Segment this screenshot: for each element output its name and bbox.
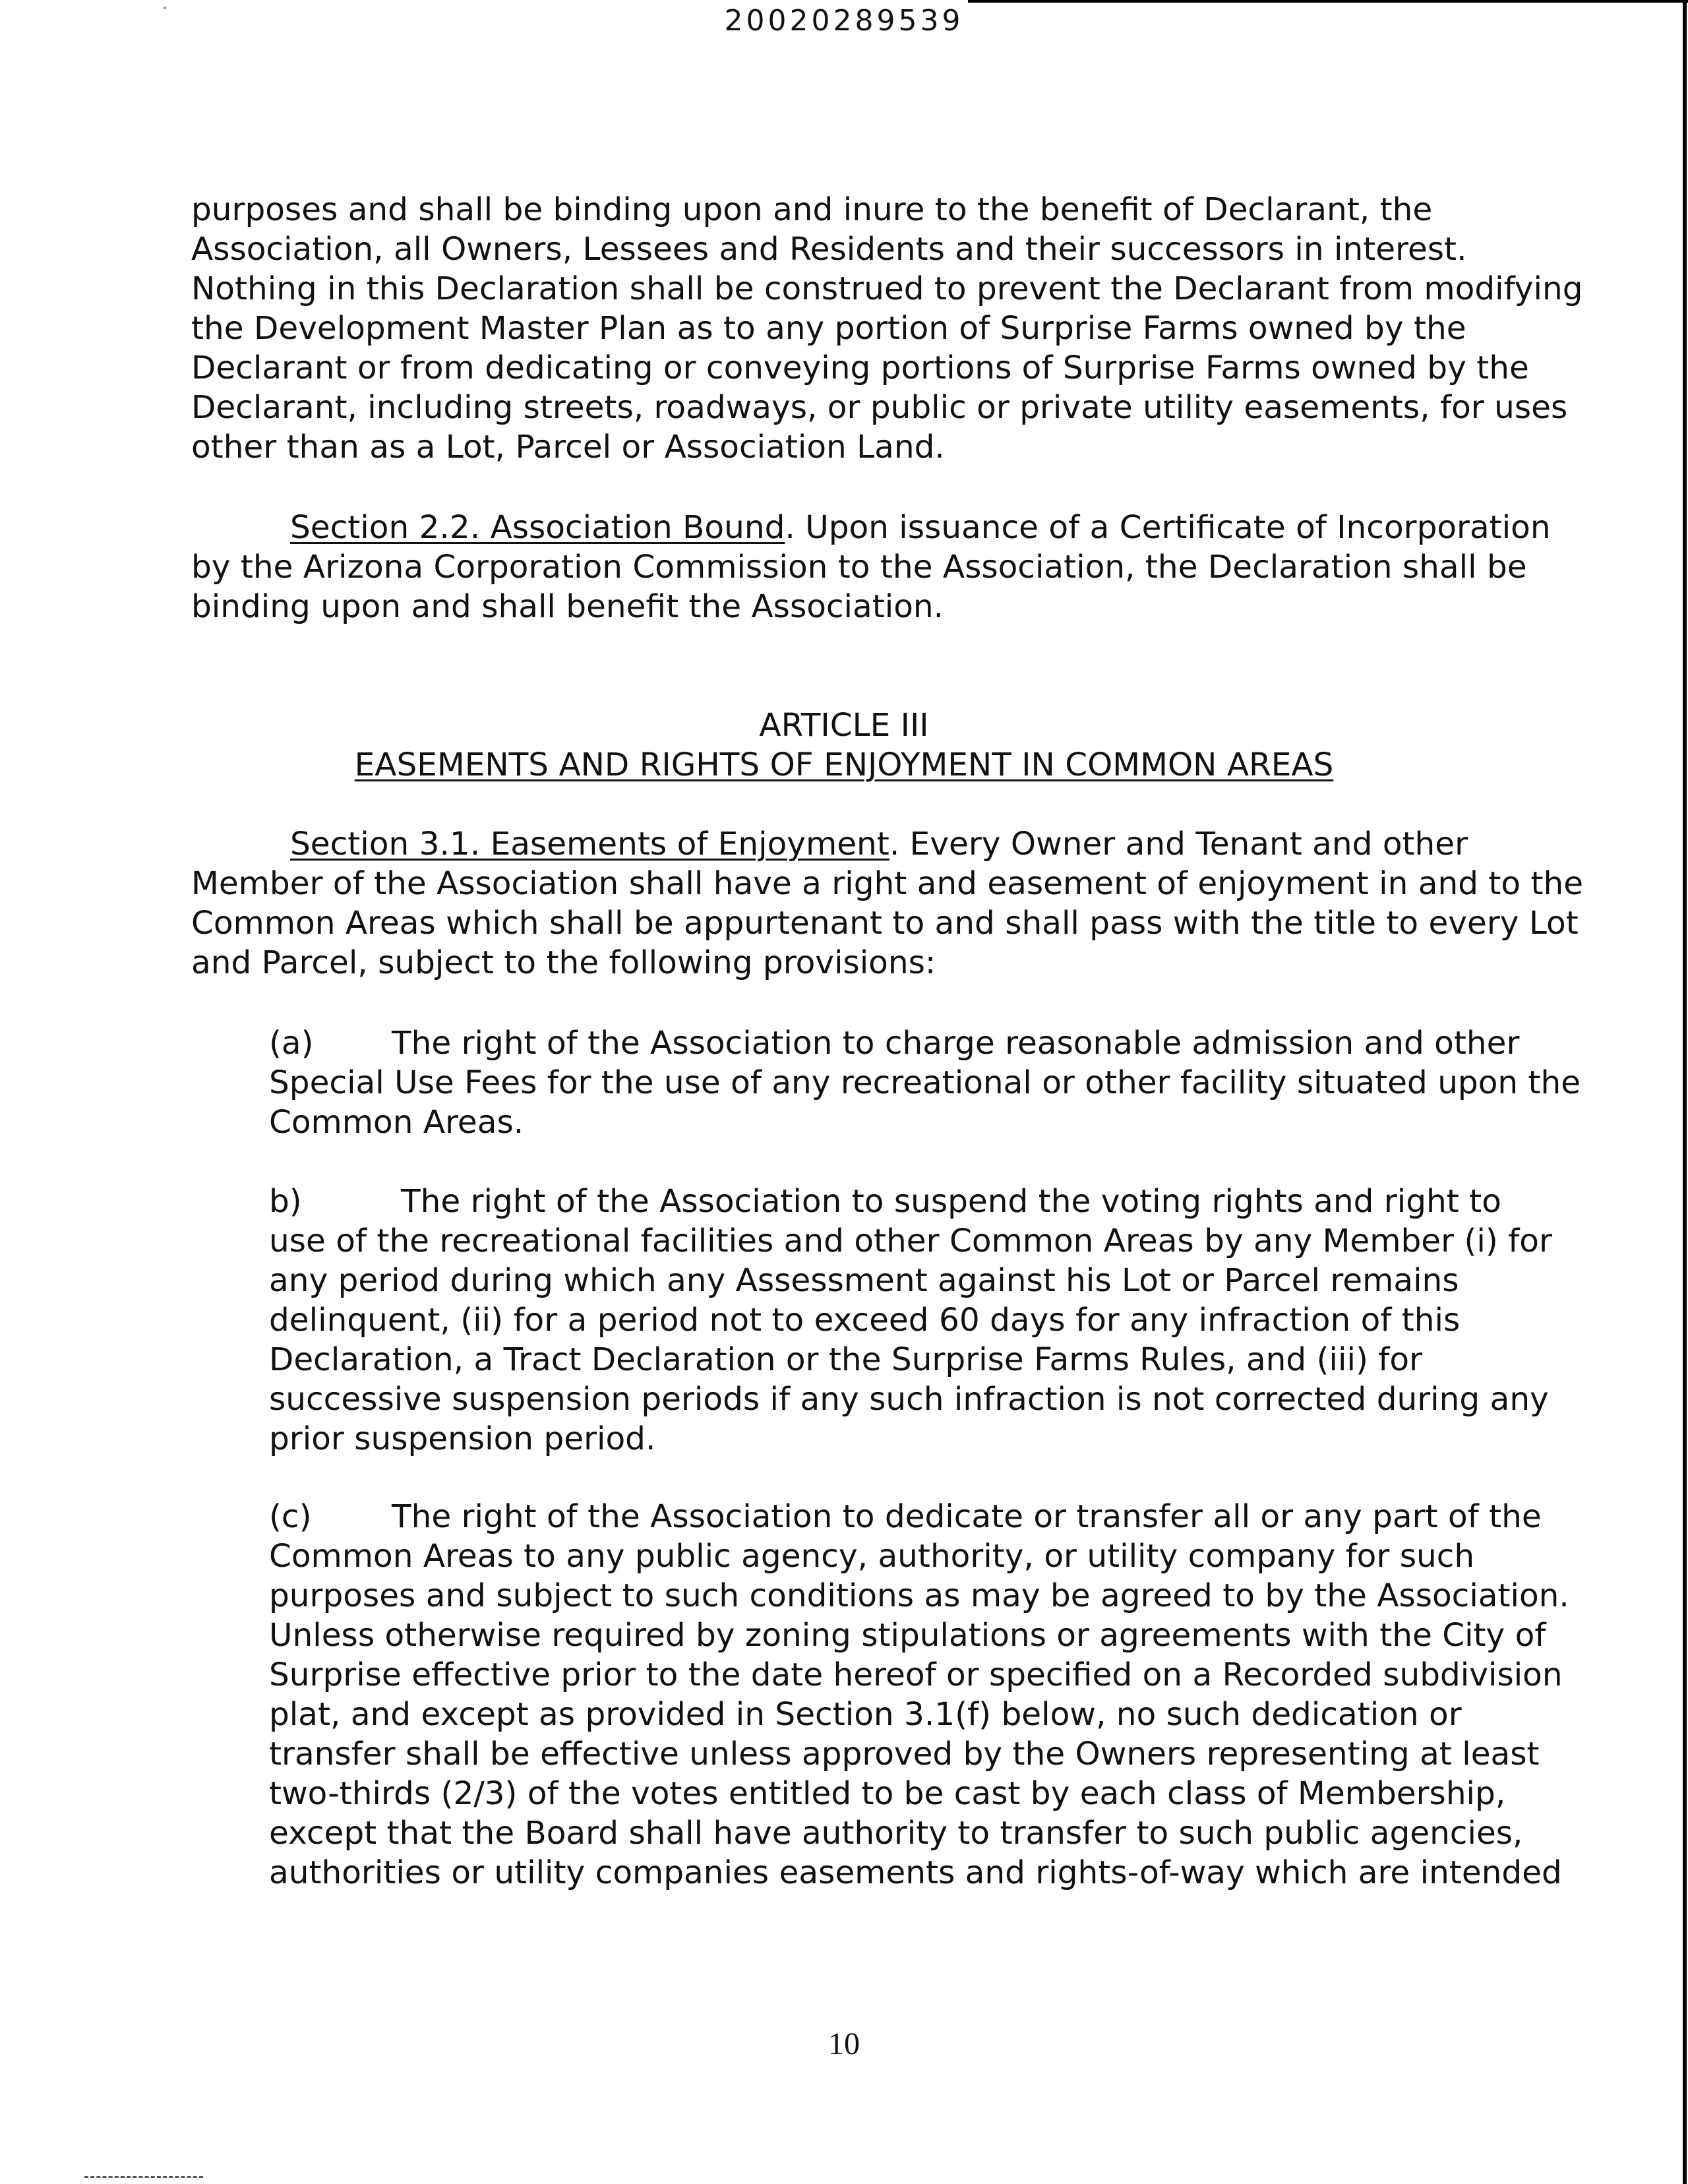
section-3-1-line: Common Areas which shall be appurtenant to and shall pass with the title to every Lot [191,905,1579,942]
page-number: 10 [828,2026,860,2061]
provision-c-first-line-text: The right of the Association to dedicate or transfer all or any part of the [392,1498,1542,1535]
provision-c-line: purposes and subject to such conditions as may be agreed to by the Association. [269,1577,1569,1614]
intro-line: Declarant, including streets, roadways, or public or private utility easements, for uses [191,389,1568,426]
intro-line: Association, all Owners, Lessees and Residents and their successors in interest. [191,231,1467,268]
article-title: EASEMENTS AND RIGHTS OF ENJOYMENT IN COMMON AREAS [354,746,1334,783]
provision-c [269,1497,1569,1893]
provision-c-line: Surprise effective prior to the date hereof or specified on a Recorded subdivision [269,1656,1563,1693]
provision-c-line: authorities or utility companies easements and rights-of-way which are intended [269,1854,1562,1891]
provision-c-line: except that the Board shall have authority to transfer to such public agencies, [269,1815,1523,1852]
document-number: 20020289539 [724,4,964,38]
provision-b [269,1182,1552,1459]
provision-b-line: Declaration, a Tract Declaration or the Surprise Farms Rules, and (iii) for [269,1341,1422,1378]
article-number: ARTICLE III [759,707,929,744]
intro-line: other than as a Lot, Parcel or Association Land. [191,429,945,466]
scan-border-right [1683,0,1687,2184]
scan-bottom-mark [84,2176,203,2178]
section-2-2-first-line [191,508,1551,547]
intro-line: purposes and shall be binding upon and inure to the benefit of Declarant, the [191,191,1433,228]
section-3-1-first-line-text: . Every Owner and Tenant and other [889,826,1468,863]
provision-c-first-line [269,1497,1569,1536]
article-heading [0,706,1688,785]
provision-a-line: Special Use Fees for the use of any recreational or other facility situated upon the [269,1064,1581,1101]
section-3-1-first-line [191,824,1583,864]
scan-border-top [968,0,1688,3]
provision-b-line: prior suspension period. [269,1420,656,1457]
provision-b-line: use of the recreational facilities and other Common Areas by any Member (i) for [269,1223,1552,1259]
intro-line: the Development Master Plan as to any portion of Surprise Farms owned by the [191,310,1466,347]
provision-c-line: Unless otherwise required by zoning stipulations or agreements with the City of [269,1617,1546,1654]
section-2-2-line: by the Arizona Corporation Commission to the Association, the Declaration shall be [191,549,1527,586]
provision-a-line: Common Areas. [269,1104,524,1141]
provision-c-line: two-thirds (2/3) of the votes entitled to be cast by each class of Membership, [269,1775,1506,1812]
provision-b-first-line-text: The right of the Association to suspend the voting rights and right to [401,1183,1501,1220]
intro-line: Nothing in this Declaration shall be construed to prevent the Declarant from modifying [191,270,1583,307]
section-2-2 [191,508,1551,626]
section-3-1-line: and Parcel, subject to the following provisions: [191,944,936,981]
provision-b-line: any period during which any Assessment against his Lot or Parcel remains [269,1262,1459,1299]
provision-a-first-line-text: The right of the Association to charge reasonable admission and other [392,1025,1520,1062]
provision-b-first-line [269,1182,1552,1221]
article-title-wrap [0,745,1688,785]
section-3-1 [191,824,1583,983]
provision-a-first-line [269,1023,1581,1063]
provision-c-line: transfer shall be effective unless approved by the Owners representing at least [269,1736,1540,1773]
section-2-2-heading: Section 2.2. Association Bound [290,509,785,546]
section-3-1-line: Member of the Association shall have a right and easement of enjoyment in and to the [191,865,1584,902]
section-2-2-first-line-text: . Upon issuance of a Certificate of Incorporation [785,509,1551,546]
section-2-2-line: binding upon and shall benefit the Association. [191,588,944,625]
intro-paragraph [191,190,1583,467]
provision-b-line: delinquent, (ii) for a period not to exceed 60 days for any infraction of this [269,1302,1461,1339]
provision-a-marker: (a) [269,1025,314,1062]
provision-c-line: Common Areas to any public agency, authority, or utility company for such [269,1538,1475,1575]
section-3-1-heading: Section 3.1. Easements of Enjoyment [290,826,889,863]
provision-b-line: successive suspension periods if any such infraction is not corrected during any [269,1381,1549,1418]
provision-c-marker: (c) [269,1498,312,1535]
provision-b-marker: b) [269,1183,302,1220]
provision-a [269,1023,1581,1142]
provision-c-line: plat, and except as provided in Section 3.1(f) below, no such dedication or [269,1696,1462,1733]
intro-line: Declarant or from dedicating or conveying portions of Surprise Farms owned by the [191,349,1529,386]
